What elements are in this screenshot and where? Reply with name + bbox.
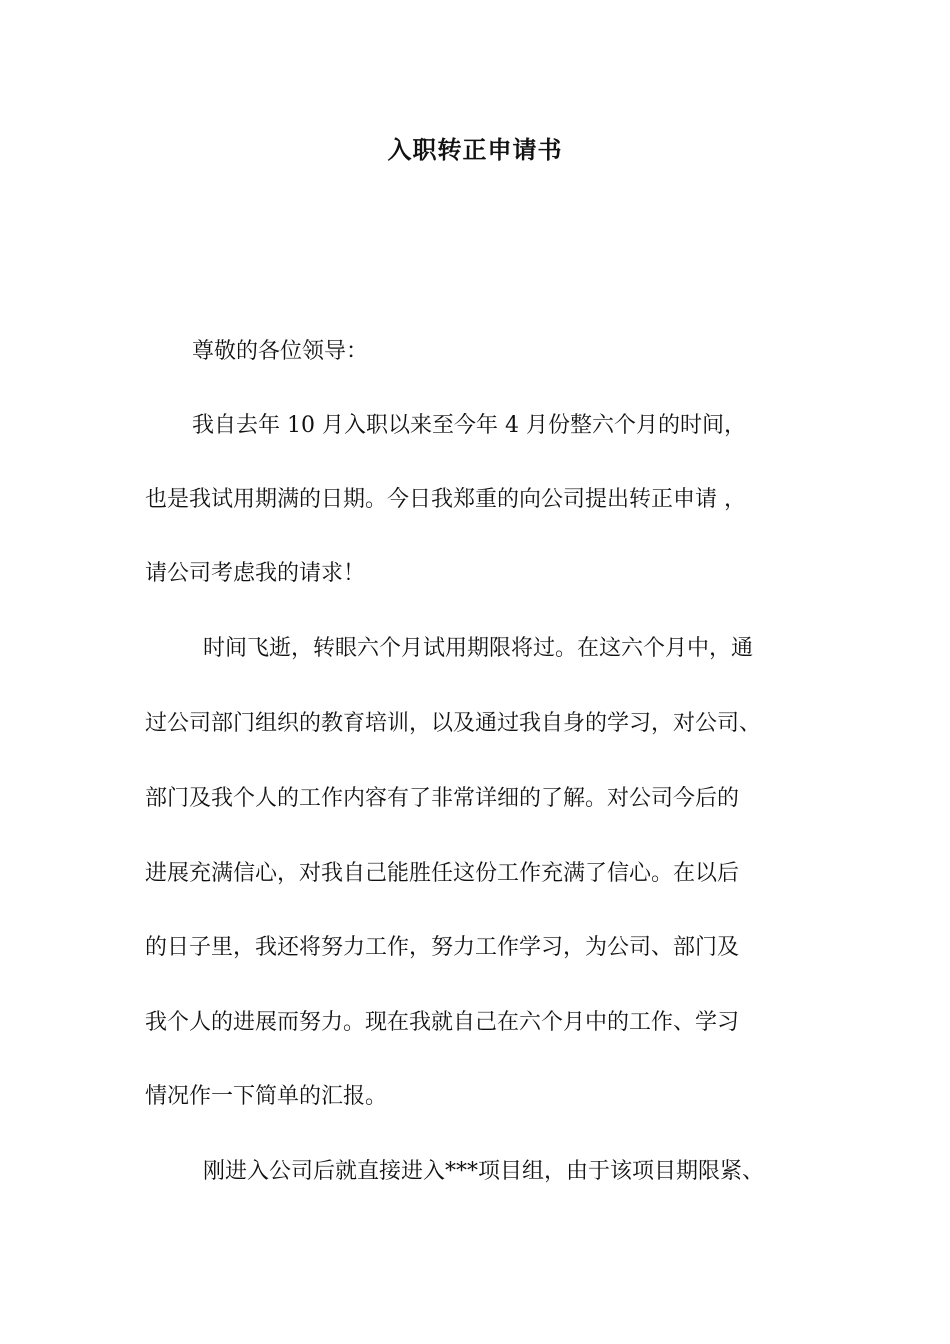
paragraph-2-line-5: 的日子里，我还将努力工作，努力工作学习，为公司、部门及 — [145, 935, 740, 960]
paragraph-2-line-2: 过公司部门组织的教育培训，以及通过我自身的学习，对公司、 — [145, 711, 762, 736]
paragraph-3-line-1: 刚进入公司后就直接进入***项目组，由于该项目期限紧、 — [203, 1159, 765, 1184]
paragraph-1-line-3: 请公司考虑我的请求！ — [145, 561, 366, 586]
paragraph-1-line-2: 也是我试用期满的日期。今日我郑重的向公司提出转正申请 ， — [145, 487, 746, 512]
salutation: 尊敬的各位领导： — [192, 339, 369, 364]
paragraph-1-line-1: 我自去年 10 月入职以来至今年 4 月份整六个月的时间， — [192, 413, 746, 438]
paragraph-2-line-1: 时间飞逝，转眼六个月试用期限将过。在这六个月中，通 — [203, 636, 754, 661]
paragraph-2-line-3: 部门及我个人的工作内容有了非常详细的了解。对公司今后的 — [145, 786, 740, 811]
paragraph-2-line-6: 我个人的进展而努力。现在我就自己在六个月中的工作、学习 — [145, 1010, 740, 1035]
paragraph-2-line-4: 进展充满信心，对我自己能胜任这份工作充满了信心。在以后 — [145, 861, 740, 886]
document-title: 入职转正申请书 — [387, 135, 563, 164]
paragraph-2-line-7: 情况作一下简单的汇报。 — [145, 1084, 388, 1109]
